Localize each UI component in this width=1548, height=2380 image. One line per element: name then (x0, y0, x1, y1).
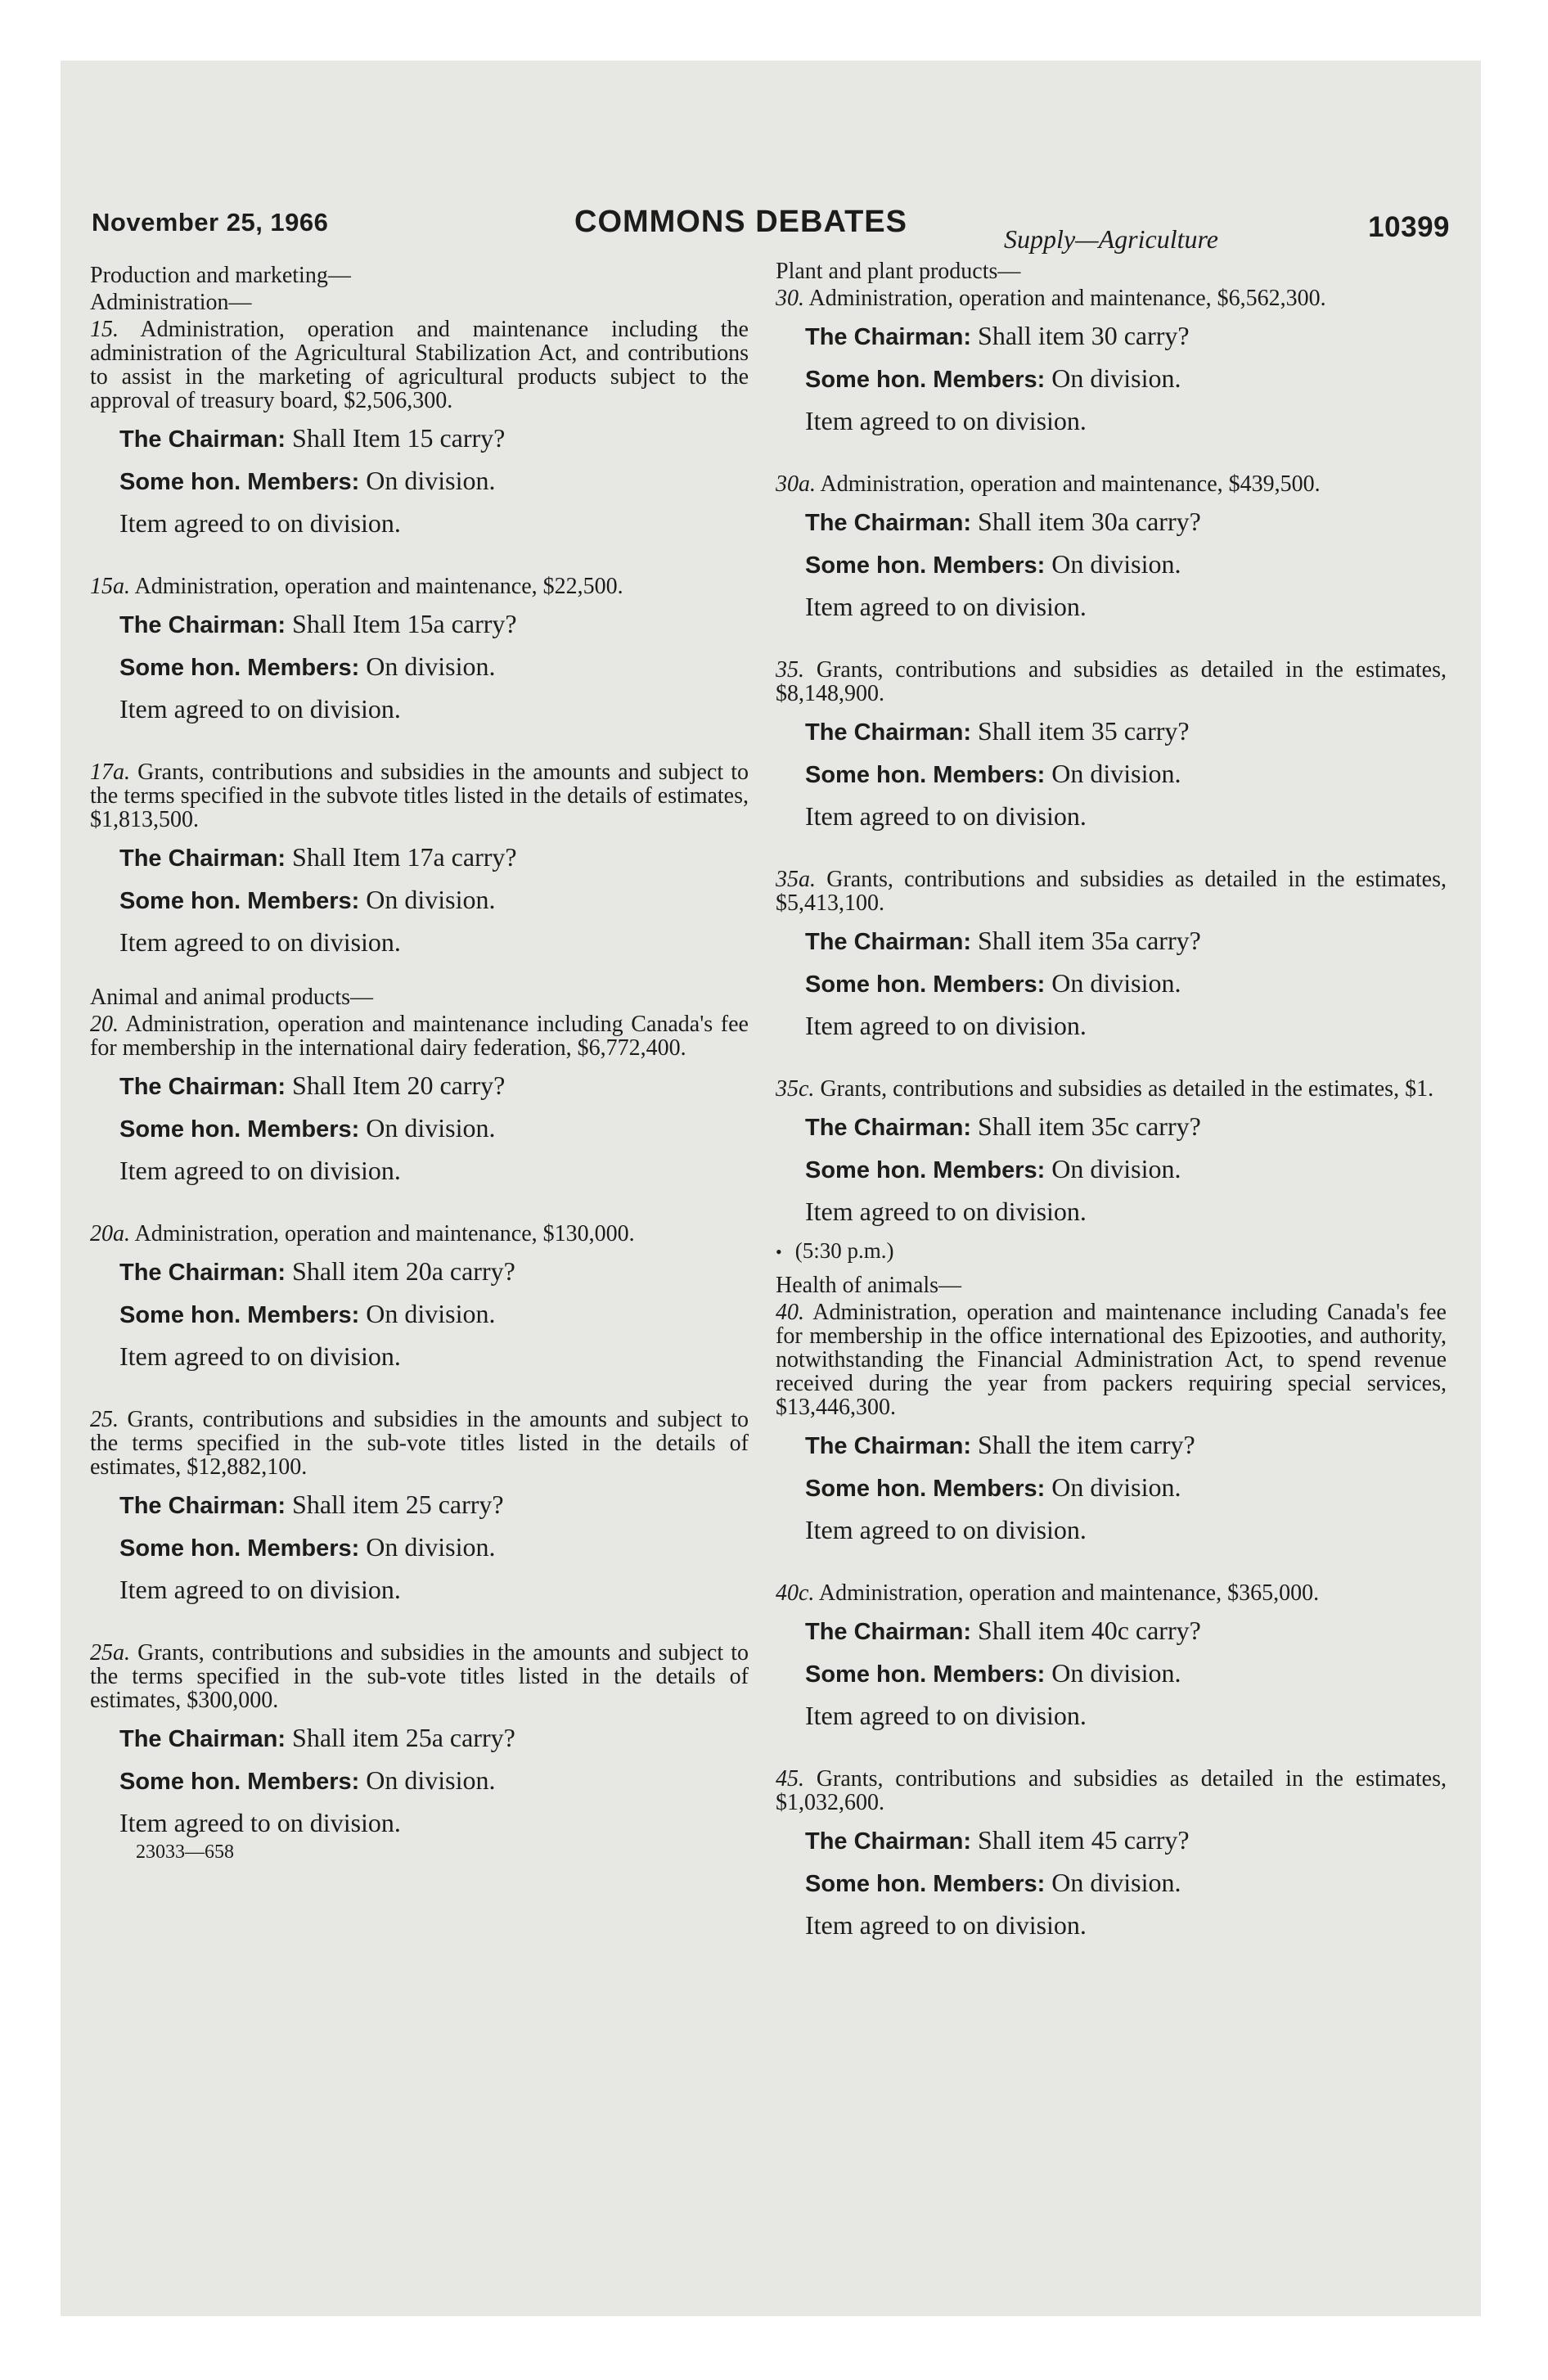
scanned-page (61, 61, 1481, 2316)
item-agreed: Item agreed to on division. (805, 801, 1087, 831)
estimate-item-45: 45. Grants, contributions and subsidies as detailed in the estimates, $1,032,600. (776, 1766, 1447, 1815)
section-heading: Production and marketing— (90, 263, 351, 288)
estimate-item-15: 15. Administration, operation and maintenance including the administration of the Agricultural Stabilization Act, and contributions to assist in the marketing of agricultural products subject to the approval of treasury board, $2,506,300. (90, 317, 749, 413)
estimate-item-17a: 17a. Grants, contributions and subsidies in the amounts and subject to the terms specified in the subvote titles listed in the details of estimates, $1,813,500. (90, 760, 749, 832)
estimate-item-40: 40. Administration, operation and maintenance including Canada's fee for membership in the office international des Epizooties, and authority, notwithstanding the Financial Administration Act, to spend revenue received during the year from packers requiring special services, $13,446,300. (776, 1300, 1447, 1420)
chairman-question: The Chairman: Shall item 40c carry? (805, 1616, 1201, 1645)
item-agreed: Item agreed to on division. (805, 1011, 1087, 1040)
section-heading: Plant and plant products— (776, 259, 1021, 284)
estimate-item-15a: 15a. Administration, operation and maintenance, $22,500. (90, 574, 623, 599)
item-agreed: Item agreed to on division. (119, 1575, 401, 1604)
members-reply: Some hon. Members: On division. (119, 651, 496, 681)
item-agreed: Item agreed to on division. (805, 406, 1087, 435)
members-reply: Some hon. Members: On division. (119, 885, 496, 914)
footer-code: 23033—658 (136, 1841, 234, 1863)
chairman-question: The Chairman: Shall Item 20 carry? (119, 1071, 506, 1100)
chairman-question: The Chairman: Shall the item carry? (805, 1430, 1195, 1459)
header-date: November 25, 1966 (92, 208, 329, 237)
item-agreed: Item agreed to on division. (119, 1808, 401, 1837)
estimate-item-25a: 25a. Grants, contributions and subsidies in the amounts and subject to the terms specified in the sub-vote titles listed in the details of estimates, $300,000. (90, 1640, 749, 1713)
running-head: Supply—Agriculture (1004, 224, 1218, 254)
item-agreed: Item agreed to on division. (805, 1197, 1087, 1226)
chairman-question: The Chairman: Shall item 35c carry? (805, 1111, 1201, 1141)
estimate-item-35c: 35c. Grants, contributions and subsidies as detailed in the estimates, $1. (776, 1076, 1434, 1102)
members-reply: Some hon. Members: On division. (805, 1868, 1181, 1897)
chairman-question: The Chairman: Shall item 25a carry? (119, 1723, 515, 1752)
left-column (90, 264, 749, 1864)
estimate-item-20: 20. Administration, operation and maintenance including Canada's fee for membership in the international dairy federation, $6,772,400. (90, 1012, 749, 1061)
members-reply: Some hon. Members: On division. (805, 1658, 1181, 1688)
item-agreed: Item agreed to on division. (119, 508, 401, 538)
members-reply: Some hon. Members: On division. (119, 466, 496, 495)
members-reply: Some hon. Members: On division. (805, 363, 1181, 393)
item-agreed: Item agreed to on division. (805, 1910, 1087, 1940)
header-title: COMMONS DEBATES (574, 205, 907, 239)
item-agreed: Item agreed to on division. (805, 1515, 1087, 1544)
item-agreed: Item agreed to on division. (119, 694, 401, 723)
time-stamp: • (5:30 p.m.) (776, 1238, 894, 1263)
chairman-question: The Chairman: Shall Item 17a carry? (119, 842, 517, 872)
estimate-item-20a: 20a. Administration, operation and maintenance, $130,000. (90, 1221, 635, 1246)
members-reply: Some hon. Members: On division. (805, 759, 1181, 788)
chairman-question: The Chairman: Shall Item 15a carry? (119, 609, 517, 638)
members-reply: Some hon. Members: On division. (119, 1299, 496, 1328)
section-heading: Animal and animal products— (90, 985, 374, 1010)
item-agreed: Item agreed to on division. (119, 1156, 401, 1185)
header-page-number: 10399 (1368, 211, 1450, 243)
chairman-question: The Chairman: Shall item 45 carry? (805, 1825, 1190, 1855)
chairman-question: The Chairman: Shall item 30a carry? (805, 507, 1201, 536)
item-agreed: Item agreed to on division. (119, 1341, 401, 1371)
section-heading: Health of animals— (776, 1273, 962, 1298)
estimate-item-30a: 30a. Administration, operation and maintenance, $439,500. (776, 471, 1321, 497)
members-reply: Some hon. Members: On division. (805, 1154, 1181, 1183)
chairman-question: The Chairman: Shall item 20a carry? (119, 1256, 515, 1286)
members-reply: Some hon. Members: On division. (805, 968, 1181, 998)
item-agreed: Item agreed to on division. (119, 927, 401, 957)
estimate-item-25: 25. Grants, contributions and subsidies in the amounts and subject to the terms specified in the sub-vote titles listed in the details of estimates, $12,882,100. (90, 1407, 749, 1480)
estimate-item-35a: 35a. Grants, contributions and subsidies as detailed in the estimates, $5,413,100. (776, 867, 1447, 916)
estimate-item-40c: 40c. Administration, operation and maintenance, $365,000. (776, 1580, 1320, 1606)
chairman-question: The Chairman: Shall item 35 carry? (805, 716, 1190, 746)
item-agreed: Item agreed to on division. (805, 1701, 1087, 1730)
chairman-question: The Chairman: Shall Item 15 carry? (119, 423, 506, 453)
estimate-item-30: 30. Administration, operation and maintenance, $6,562,300. (776, 286, 1326, 311)
bullet-icon: • (776, 1242, 782, 1262)
chairman-question: The Chairman: Shall item 25 carry? (119, 1490, 504, 1519)
subsection-heading: Administration— (90, 290, 252, 315)
members-reply: Some hon. Members: On division. (805, 1472, 1181, 1502)
members-reply: Some hon. Members: On division. (805, 549, 1181, 579)
estimate-item-35: 35. Grants, contributions and subsidies as detailed in the estimates, $8,148,900. (776, 657, 1447, 706)
chairman-question: The Chairman: Shall item 30 carry? (805, 321, 1190, 350)
item-agreed: Item agreed to on division. (805, 592, 1087, 621)
members-reply: Some hon. Members: On division. (119, 1113, 496, 1143)
chairman-question: The Chairman: Shall item 35a carry? (805, 926, 1201, 955)
members-reply: Some hon. Members: On division. (119, 1765, 496, 1795)
members-reply: Some hon. Members: On division. (119, 1532, 496, 1562)
